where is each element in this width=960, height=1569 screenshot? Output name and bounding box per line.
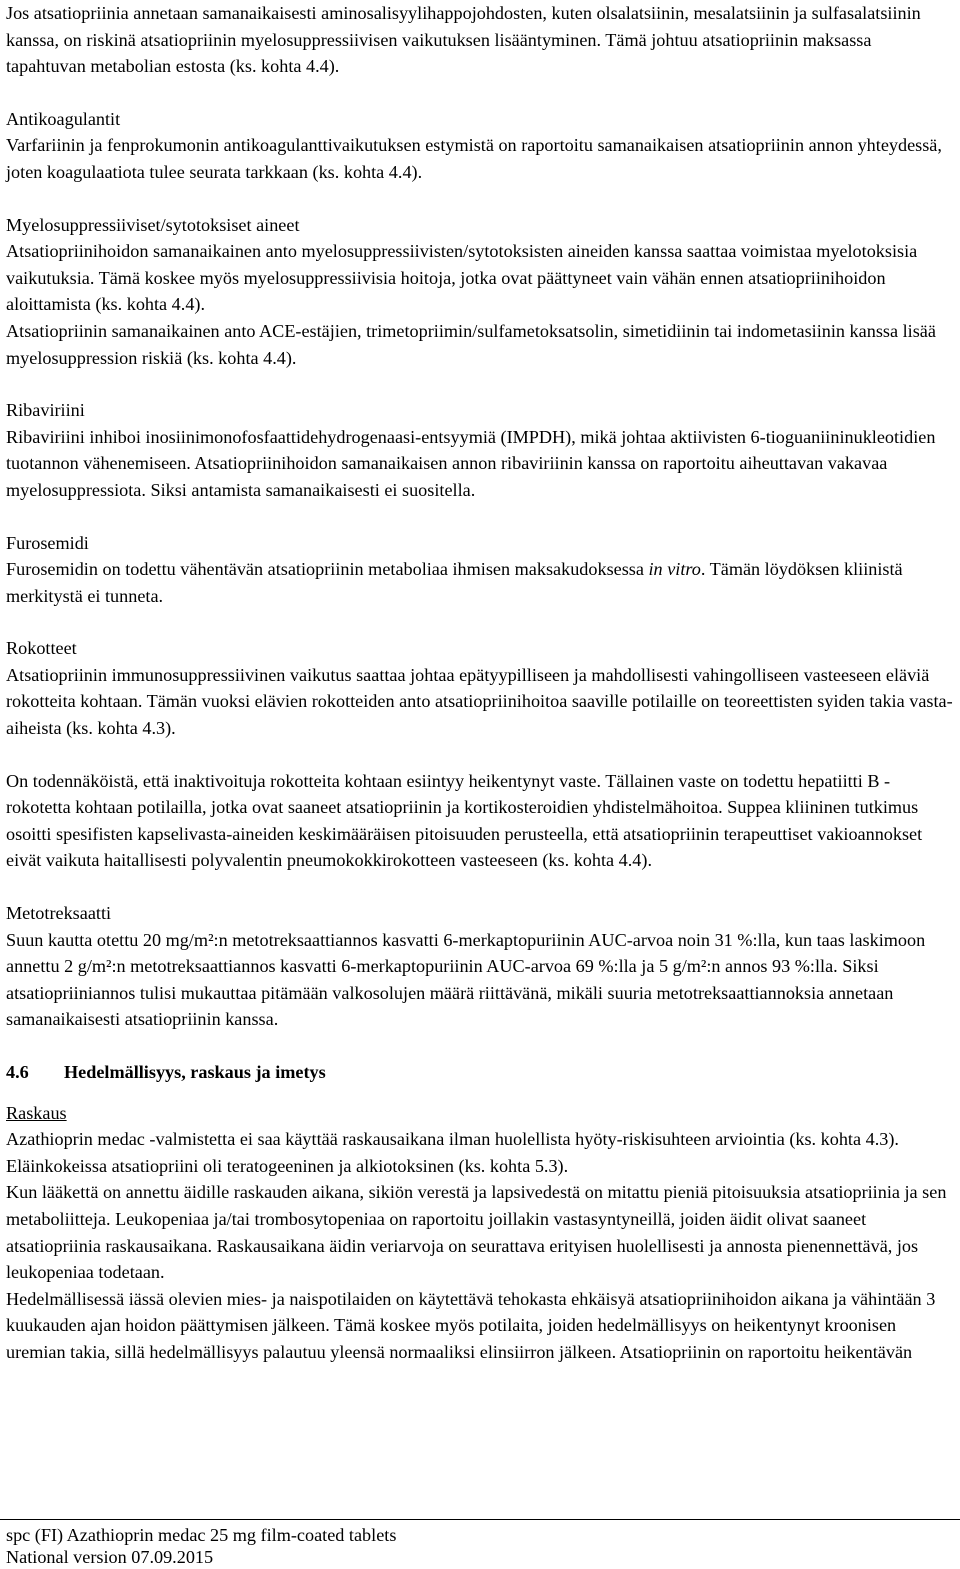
furosemide-text-italic: in vitro [648, 559, 701, 580]
vaccines-heading: Rokotteet [6, 638, 77, 659]
furosemide-heading: Furosemidi [6, 532, 89, 553]
furosemide-text-after: . Tämän löydöksen kliinistä merkitystä ei tunneta. [6, 559, 903, 606]
anticoagulants-section [6, 106, 954, 186]
furosemide-paragraph [6, 556, 954, 609]
furosemide-section [6, 530, 954, 610]
ribavirin-section [6, 397, 954, 503]
furosemide-text-before: Furosemidin on todettu vähentävän atsatiopriinin metaboliaa ihmisen maksakudoksessa [6, 559, 649, 580]
pregnancy-paragraph-1: Azathioprin medac -valmistetta ei saa käyttää raskausaikana ilman huolellista hyöty-riskisuhteen arviointia (ks. kohta 4.3). [6, 1129, 899, 1150]
vaccines-paragraph-2: On todennäköistä, että inaktivoituja rokotteita kohtaan esiintyy heikentynyt vaste. Tällainen vaste on todettu hepatiitti B -rokotetta kohtaan potilailla, jotka ovat saaneet atsatiopriinin ja kortikosteroidien yhdistelmähoitoa. Suppea kliininen tutkimus osoitti spesifisten kapselivasta-aineiden keskimääräisen pitoisuuden perusteella, että atsatiopriinin terapeuttiset vakioannokset eivät vaikuta haitallisesti polyvalentin pneumokokkirokotteen vasteeseen (ks. kohta 4.4). [6, 770, 923, 871]
myelosuppressive-paragraph-2: Atsatiopriinin samanaikainen anto ACE-estäjien, trimetopriimin/sulfametoksatsolin, simetidiinin tai indometasiinin kanssa lisää myelosuppression riskiä (ks. kohta 4.4). [6, 320, 936, 368]
document-body [6, 0, 954, 1366]
section-4-6-heading [6, 1059, 954, 1086]
section-title: Hedelmällisyys, raskaus ja imetys [64, 1062, 326, 1082]
footer-product-line: spc (FI) Azathioprin medac 25 mg film-coated tablets [6, 1525, 397, 1545]
ribavirin-heading: Ribaviriini [6, 400, 85, 421]
methotrexate-paragraph: Suun kautta otettu 20 mg/m²:n metotreksaattiannos kasvatti 6-merkaptopuriinin AUC-arvoa noin 31 %:lla, kun taas laskimoon annettu 2 g/m²:n metotreksaattiannos kasvatti 6-merkaptopuriinin AUC-arvoa 69 %:lla ja 5 g/m²:n annos 93 %:lla. Siksi atsatiopriiniannos tulisi mukauttaa pitämään valkosolujen määrä riittävänä, mikäli suuria metotreksaattiannoksia annetaan samanaikaisesti atsatiopriinin kanssa. [6, 929, 926, 1030]
page-footer [0, 1519, 960, 1568]
ribavirin-paragraph: Ribaviriini inhiboi inosiinimonofosfaattidehydrogenaasi-entsyymiä (IMPDH), mikä johtaa aktiivisten 6-tioguaniininukleotidien tuotannon vähenemiseen. Atsatiopriinihoidon samanaikaisen annon ribaviriinin kanssa on raportoitu aiheuttavan vakavaa myelosuppressiota. Siksi antamista samanaikaisesti ei suositella. [6, 426, 936, 500]
vaccines-section-2 [6, 768, 954, 874]
section-number: 4.6 [6, 1062, 29, 1082]
pregnancy-paragraph-2: Eläinkokeissa atsatiopriini oli teratogeeninen ja alkiotoksinen (ks. kohta 5.3). [6, 1155, 569, 1176]
pregnancy-heading: Raskaus [6, 1102, 67, 1123]
myelosuppressive-section [6, 212, 954, 372]
methotrexate-heading: Metotreksaatti [6, 903, 112, 924]
anticoagulants-heading: Antikoagulantit [6, 108, 121, 129]
myelosuppressive-paragraph: Atsatiopriinihoidon samanaikainen anto myelosuppressiivisten/sytotoksisten aineiden kanssa saattaa voimistaa myelotoksisia vaikutuksia. Tämä koskee myös myelosuppressiivisia hoitoja, jotka ovat päättyneet vain vähän ennen atsatiopriinihoidon aloittamista (ks. kohta 4.4). [6, 241, 918, 315]
anticoagulants-paragraph: Varfariinin ja fenprokumonin antikoagulanttivaikutuksen estymistä on raportoitu samanaikaisen atsatiopriinin annon yhteydessä, joten koagulaatiota tulee seurata tarkkaan (ks. kohta 4.4). [6, 135, 942, 182]
methotrexate-section [6, 900, 954, 1033]
intro-paragraph: Jos atsatiopriinia annetaan samanaikaisesti aminosalisyylihappojohdosten, kuten olsalatsiinin, mesalatsiinin ja sulfasalatsiinin kanssa, on riskinä atsatiopriinin myelosuppressiivisen vaikutuksen lisääntyminen. Tämä johtuu atsatiopriinin maksassa tapahtuvan metabolian estosta (ks. kohta 4.4). [6, 3, 921, 77]
footer-version-line: National version 07.09.2015 [6, 1547, 214, 1567]
pregnancy-paragraph-4: Hedelmällisessä iässä olevien mies- ja naispotilaiden on käytettävä tehokasta ehkäisyä atsatiopriinihoidon aikana ja vähintään 3 kuukauden ajan hoidon päättymisen jälkeen. Tämä koskee myös potilaita, joiden hedelmällisyys on heikentynyt kroonisen uremian takia, sillä hedelmällisyys palautuu yleensä normaaliksi elinsiirron jälkeen. Atsatiopriinin on raportoitu heikentävän [6, 1288, 936, 1362]
intro-section [6, 0, 954, 80]
vaccines-section [6, 635, 954, 741]
pregnancy-section [6, 1100, 954, 1366]
vaccines-paragraph: Atsatiopriinin immunosuppressiivinen vaikutus saattaa johtaa epätyypilliseen ja mahdollisesti vahingolliseen vasteeseen eläviä rokotteita kohtaan. Tämän vuoksi elävien rokotteiden anto atsatiopriinihoitoa saaville potilaille on teoreettisten syiden takia vasta-aiheista (ks. kohta 4.3). [6, 664, 953, 739]
myelosuppressive-heading: Myelosuppressiiviset/sytotoksiset aineet [6, 214, 300, 235]
pregnancy-paragraph-3: Kun lääkettä on annettu äidille raskauden aikana, sikiön verestä ja lapsivedestä on mitattu pieniä pitoisuuksia atsatiopriinia ja sen metaboliitteja. Leukopeniaa ja/tai trombosytopeniaa on raportoitu joillakin vastasyntyneillä, joiden äidit olivat saaneet atsatiopriinia raskausaikana. Raskausaikana äidin veriarvoja on seurattava erityisen huolellisesti ja annosta pienennettävä, jos leukopeniaa todetaan. [6, 1182, 947, 1283]
